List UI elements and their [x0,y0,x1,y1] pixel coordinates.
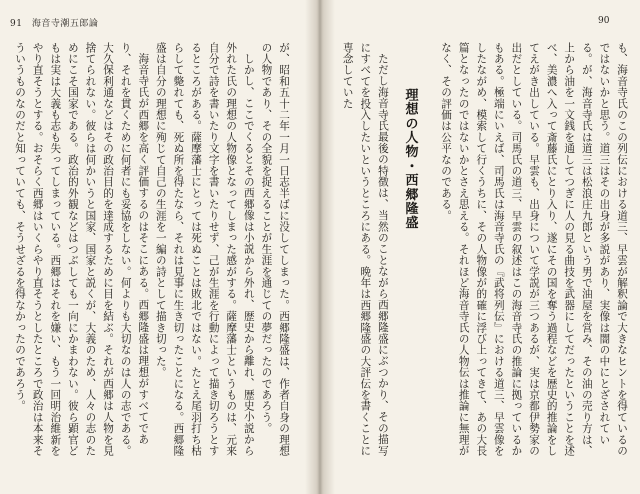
left-running-head [10,16,98,29]
body-paragraph: ただし海音寺氏最後の特徴は、当然のことながら西郷隆盛にぶつかり、その描写にすべてを投入したいというところにある。晩年は西郷隆盛の大評伝を書くことに専念していた [341,42,389,457]
left-page-number: 91 [10,19,23,29]
right-page [324,0,640,494]
body-paragraph: が、昭和五十二年一月一日志半ばに没してしまった。西郷隆盛は、作者自身の理想の人物であり、その全貌を捉えることが生涯を通じての夢だったのであろう。 [260,42,290,457]
left-page-body [10,42,292,462]
left-running-title: 海音寺潮五郎論 [31,19,99,29]
left-page [0,0,316,494]
body-paragraph: しかし、ここでくるとその西郷像は小説から外れ、歴史から離れ、歴史小説から外れた氏の理想の人物像となってしまった感がする。薩摩藩士というものは、元来自分で詩を書いたり文字を書いたりせず、己が生涯を行動によって描き切ろうとするところがある。薩摩藩士にとっては死ぬことは敗北ではない。たとえ尾羽打ち枯らして斃れても、死ぬ所を得たなら、それは見事に生き切ったことになる。西郷隆盛は自分の理想に殉じて自己の生涯を一編の詩として描き切った。 [154,42,255,457]
right-page-number: 90 [598,16,610,26]
book-gutter [305,0,335,494]
right-page-body [338,42,630,462]
body-paragraph: 海音寺氏が西郷を高く評価するのはそこにある。西郷隆盛は理想がすべてであり、それを貫くために何者にも妥協をしない。何よりも大切なのは人の志である。大久保利通などはその政治目的を達成するために目を結ぶ。それが西郷は人物を見捨てられない。彼らは何かいうと国家、国家と説くが、大義のため、人々の志のためにこそ国家である。政治的外観などはつぶしても一向にかまわない。彼ら顕官どもは実は大義も志も失ってしまっている。西郷はそれを嫌い、もう一回明治維新をやり直そうとする。おそらく西郷はいくらやり直そうとしたところで政治は本来そういうものなのだと知っていても、そうせざるを得なかったのであろう。 [14,42,150,457]
body-paragraph: も、海音寺氏のこの列伝における道三、早雲が解釈論で大きなヒントを得ているのではないかと思う。道三はその出身が多説があり、実像は闇の中にとざされている。が、海音寺氏は道三は松浪庄九郎という男で油屋を営み、その油の売り方は、上から油を一文銭を通してつぎに人の見る曲技を武器にしてだったということを述べ、美濃へ入って斎藤氏にとり入り、遂にその国を奪う過程などを歴史的推論をしてえがき出している。早雲も、出身について学説が三つあるが、実は京都伊勢家の出だとしている。司馬氏の道三、早雲の叙述はこの海音寺氏の推論に拠っているかもある。極端にいえば、司馬氏は海音寺氏の『武将列伝』における道三、早雲像をしたながめ、模索して行くうちに、その人物像が的確に浮び上ってきて、あの大長篇となったのではないかとさえ思える。それほど海音寺氏の人物伝は推論に無理がなく、その評価は公平なのである。 [440,42,628,457]
section-heading: 理想の人物・西郷隆盛 [402,88,418,230]
